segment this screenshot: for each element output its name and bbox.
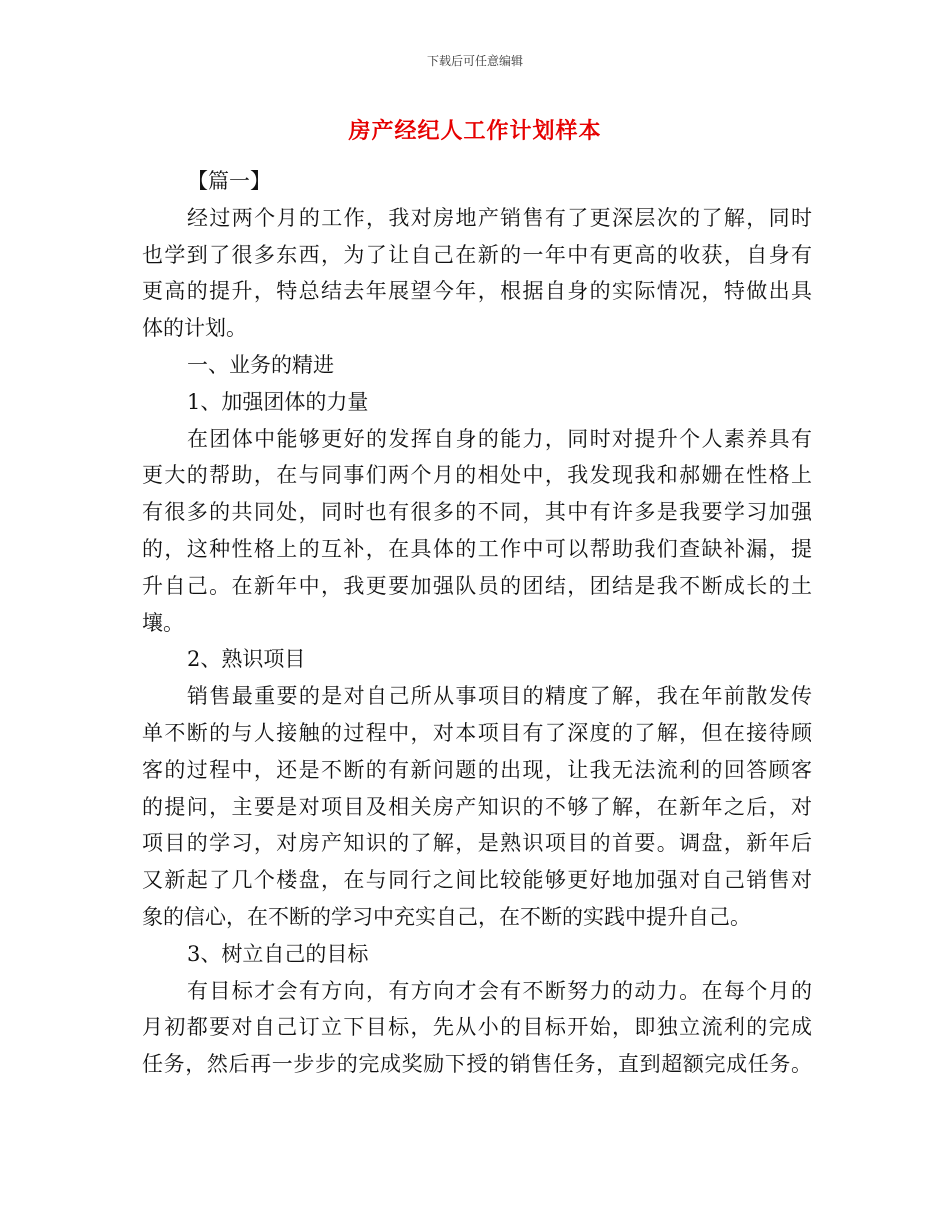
paragraph-line: 单不断的与人接触的过程中，对本项目有了深度的了解，但在接待顾 [142,720,812,745]
document-body [142,163,812,1083]
paragraph-line: 经过两个月的工作，我对房地产销售有了更深层次的了解，同时 [187,205,812,230]
subheading-team-strength: 1、加强团体的力量 [187,389,369,414]
paragraph-line: 月初都要对自己订立下目标，先从小的目标开始，即独立流利的完成 [142,1015,812,1040]
paragraph-line: 更高的提升，特总结去年展望今年，根据自身的实际情况，特做出具 [142,279,812,304]
paragraph-line: 的提问，主要是对项目及相关房产知识的不够了解，在新年之后，对 [142,794,812,819]
paragraph-line: 销售最重要的是对自己所从事项目的精度了解，我在年前散发传 [187,684,812,709]
paragraph-line: 项目的学习，对房产知识的了解，是熟识项目的首要。调盘，新年后 [142,831,812,856]
section-heading-business: 一、业务的精进 [187,352,334,377]
header-note: 下载后可任意编辑 [426,54,523,68]
paragraph-line: 象的信心，在不断的学习中充实自己，在不断的实践中提升自己。 [142,904,751,929]
paragraph-line: 更大的帮助，在与同事们两个月的相处中，我发现我和郝姗在性格上 [142,463,812,488]
paragraph-line: 任务，然后再一步步的完成奖励下授的销售任务，直到超额完成任务。 [142,1052,812,1077]
paragraph-line: 有很多的共同处，同时也有很多的不同，其中有许多是我要学习加强 [142,500,812,525]
paragraph-line: 也学到了很多东西，为了让自己在新的一年中有更高的收获，自身有 [142,242,812,267]
paragraph-line: 的，这种性格上的互补，在具体的工作中可以帮助我们查缺补漏，提 [142,536,812,561]
paragraph-line: 在团体中能够更好的发挥自身的能力，同时对提升个人素养具有 [187,426,812,451]
section-heading-part-one: 【篇一】 [187,169,271,193]
paragraph-line: 客的过程中，还是不断的有新问题的出现，让我无法流利的回答顾客 [142,757,812,782]
document-title: 房产经纪人工作计划样本 [348,118,602,144]
subheading-set-goals: 3、树立自己的目标 [187,941,369,966]
paragraph-line: 有目标才会有方向，有方向才会有不断努力的动力。在每个月的 [187,978,812,1003]
paragraph-line: 升自己。在新年中，我更要加强队员的团结，团结是我不断成长的土 [142,573,812,598]
paragraph-line: 体的计划。 [142,316,247,341]
paragraph-line: 壤。 [142,610,184,635]
paragraph-line: 又新起了几个楼盘，在与同行之间比较能够更好地加强对自己销售对 [142,868,812,893]
subheading-know-project: 2、熟识项目 [187,647,306,672]
